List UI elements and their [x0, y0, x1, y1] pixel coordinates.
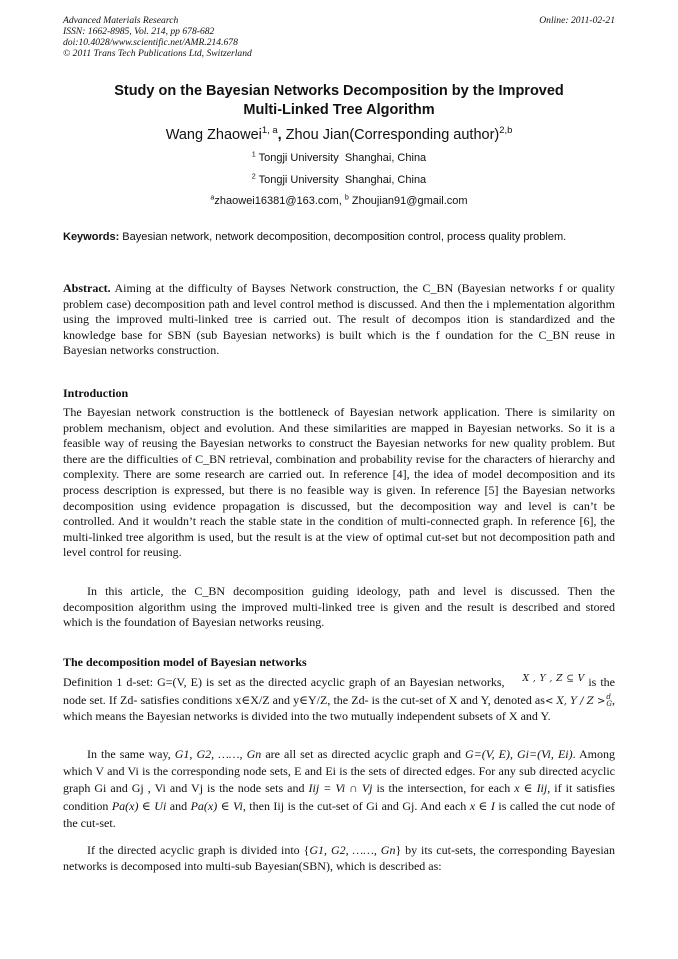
intro-paragraph-1: The Bayesian network construction is the bottleneck of Bayesian network application. There is similarity on problem mechanism, object and evolution. And these similarities are mapped in Bayesian networks. So it is a feasible way of reusing the Bayesian networks to construct the Bayesian networks for new quality problem. But there are the difficulties of C_BN retrieval, combination and probability revise for the characters of hierarchy and complexity. There are some research are carried out. In reference [4], the idea of model decomposition and its process description is expressed, but there is no feasible way is given. In reference [5] the Bayesian networks decomposition using evidence propagation is discussed, but the decomposition way and level is can’t be controlled. And it wouldn’t reach the stable state in the condition of multi-connected graph. In reference [6], the multi-linked tree algorithm is used, but the result is at the view of optimal cut-set but not decomposition path and level control for reusing.	[63, 405, 615, 560]
copyright-line: © 2011 Trans Tech Publications Ltd, Switzerland	[63, 48, 252, 59]
definition-1	[63, 675, 615, 725]
abstract-text: Aiming at the difficulty of Bayses Network construction, the C_BN (Bayesian networks f or quality problem case) decomposition path and level control method is discussed. And then the i mplementation algorithm using the improved multi-linked tree is carried out. The result of decompos ition is standardized and the knowledge base for SBN (sub Bayesian networks) is built which is the f oundation for the C_BN reuse in Bayesian networks construction.	[63, 281, 615, 358]
email-b[interactable]: Zhoujian91@gmail.com	[348, 195, 468, 207]
model-paragraph-4	[63, 843, 615, 874]
p3-text-f: and	[166, 798, 191, 813]
keywords	[63, 231, 615, 245]
author-2-sup: 2,b	[499, 124, 513, 136]
p3-text-c: . Among which V and Vi is the corresponding node sets, E and Ei is the sets of directed edges. For any sub directed acyclic graph Gi and Gj , Vi and Vj is the node sets and	[63, 747, 616, 796]
p3-text-b: are all set as directed acyclic graph and	[261, 747, 466, 761]
p3-graph-definition: G=(V, E), Gi=(Vi, Ei)	[465, 747, 573, 761]
affiliation-1-text: Tongji University Shanghai, China	[255, 152, 427, 164]
author-emails	[63, 194, 615, 208]
definition-1-part-a: Definition 1 d-set: G=(V, E) is set as the directed acyclic graph of an Bayesian networks,	[63, 675, 505, 689]
p3-intersection-formula: Iij = Vi ∩ Vj	[308, 781, 373, 796]
affiliation-1	[63, 151, 615, 165]
p4-text-a: If the directed acyclic graph is divided into {	[87, 843, 310, 857]
p3-text-h: is called the cut node of the cut-set.	[63, 798, 616, 830]
author-list	[63, 126, 615, 144]
p4-graph-list: G1, G2, ……, Gn	[309, 843, 396, 857]
affiliation-2	[63, 173, 615, 187]
email-a[interactable]: zhaowei16381@163.com,	[214, 195, 345, 207]
journal-name: Advanced Materials Research	[63, 15, 179, 26]
intro-heading: Introduction	[63, 386, 129, 400]
keywords-label: Keywords:	[63, 231, 120, 243]
p3-text-e: , if it satisfies condition	[63, 781, 615, 813]
paper-title	[63, 82, 615, 120]
p3-x-in-i: x ∈ I	[469, 798, 495, 813]
p3-parent-condition-1: Pa(x) ∈ Ui	[111, 798, 167, 813]
doi-line: doi:10.4028/www.scientific.net/AMR.214.678	[63, 37, 238, 48]
abstract	[63, 281, 615, 359]
author-1: Wang Zhaowei	[165, 127, 262, 143]
author-separator: ,	[277, 127, 286, 143]
title-line-1: Study on the Bayesian Networks Decomposition by the Improved	[114, 83, 564, 99]
affiliation-2-text: Tongji University Shanghai, China	[255, 174, 427, 186]
model-paragraph-3	[63, 746, 615, 832]
definition-1-node-set: X , Y , Z ⊆ V	[522, 674, 585, 684]
d-separation-sup: d	[606, 693, 611, 702]
affiliation-2-sup: 2	[251, 172, 256, 181]
p3-text-g: , then Iij is the cut-set of Gi and Gj. And each	[242, 798, 470, 813]
d-separation-text: < X, Y / Z >	[544, 695, 606, 707]
model-heading: The decomposition model of Bayesian networks	[63, 655, 307, 669]
keywords-text: Bayesian network, network decomposition, decomposition control, process quality problem.	[119, 231, 567, 243]
author-1-sup: 1, a	[261, 124, 278, 136]
p4-text-b: } by its cut-sets, the corresponding Bayesian networks is decomposed into multi-sub Bayesian(SBN), which is described as:	[63, 843, 616, 873]
p3-text-a: In the same way,	[87, 747, 175, 761]
affiliation-1-sup: 1	[251, 150, 256, 159]
email-a-sup: a	[210, 193, 215, 202]
p3-graph-list: G1, G2, ……, Gn	[174, 747, 262, 761]
journal-header	[63, 15, 615, 59]
intro-paragraph-2: In this article, the C_BN decomposition guiding ideology, path and level is discussed. Then the decomposition algorithm using the improved multi-linked tree is given and the result is described and stored which is the foundation of Bayesian networks reusing.	[63, 584, 615, 630]
title-line-2: Multi-Linked Tree Algorithm	[243, 102, 435, 118]
issn-line: ISSN: 1662-8985, Vol. 214, pp 678-682	[63, 26, 215, 37]
online-date: Online: 2011-02-21	[539, 15, 615, 26]
definition-1-part-b: is the node set. If Zd- satisfies conditions x∈X/Z and y∈Y/Z, the Zd- is the cut-set of X and Y, denoted as	[63, 675, 616, 707]
p3-text-d: is the intersection, for each	[372, 781, 515, 796]
d-separation-notation	[544, 693, 612, 709]
d-separation-sub: G	[606, 700, 612, 709]
email-b-sup: b	[344, 193, 349, 202]
abstract-label: Abstract.	[63, 281, 111, 295]
author-2: Zhou Jian(Corresponding author)	[285, 127, 500, 143]
p3-x-in-iij: x ∈ Iij	[514, 781, 548, 796]
p3-parent-condition-2: Pa(x) ∈ Vi	[190, 798, 243, 813]
definition-1-part-c: , which means the Bayesian networks is divided into the two mutually independent subsets of X and Y.	[63, 692, 615, 724]
